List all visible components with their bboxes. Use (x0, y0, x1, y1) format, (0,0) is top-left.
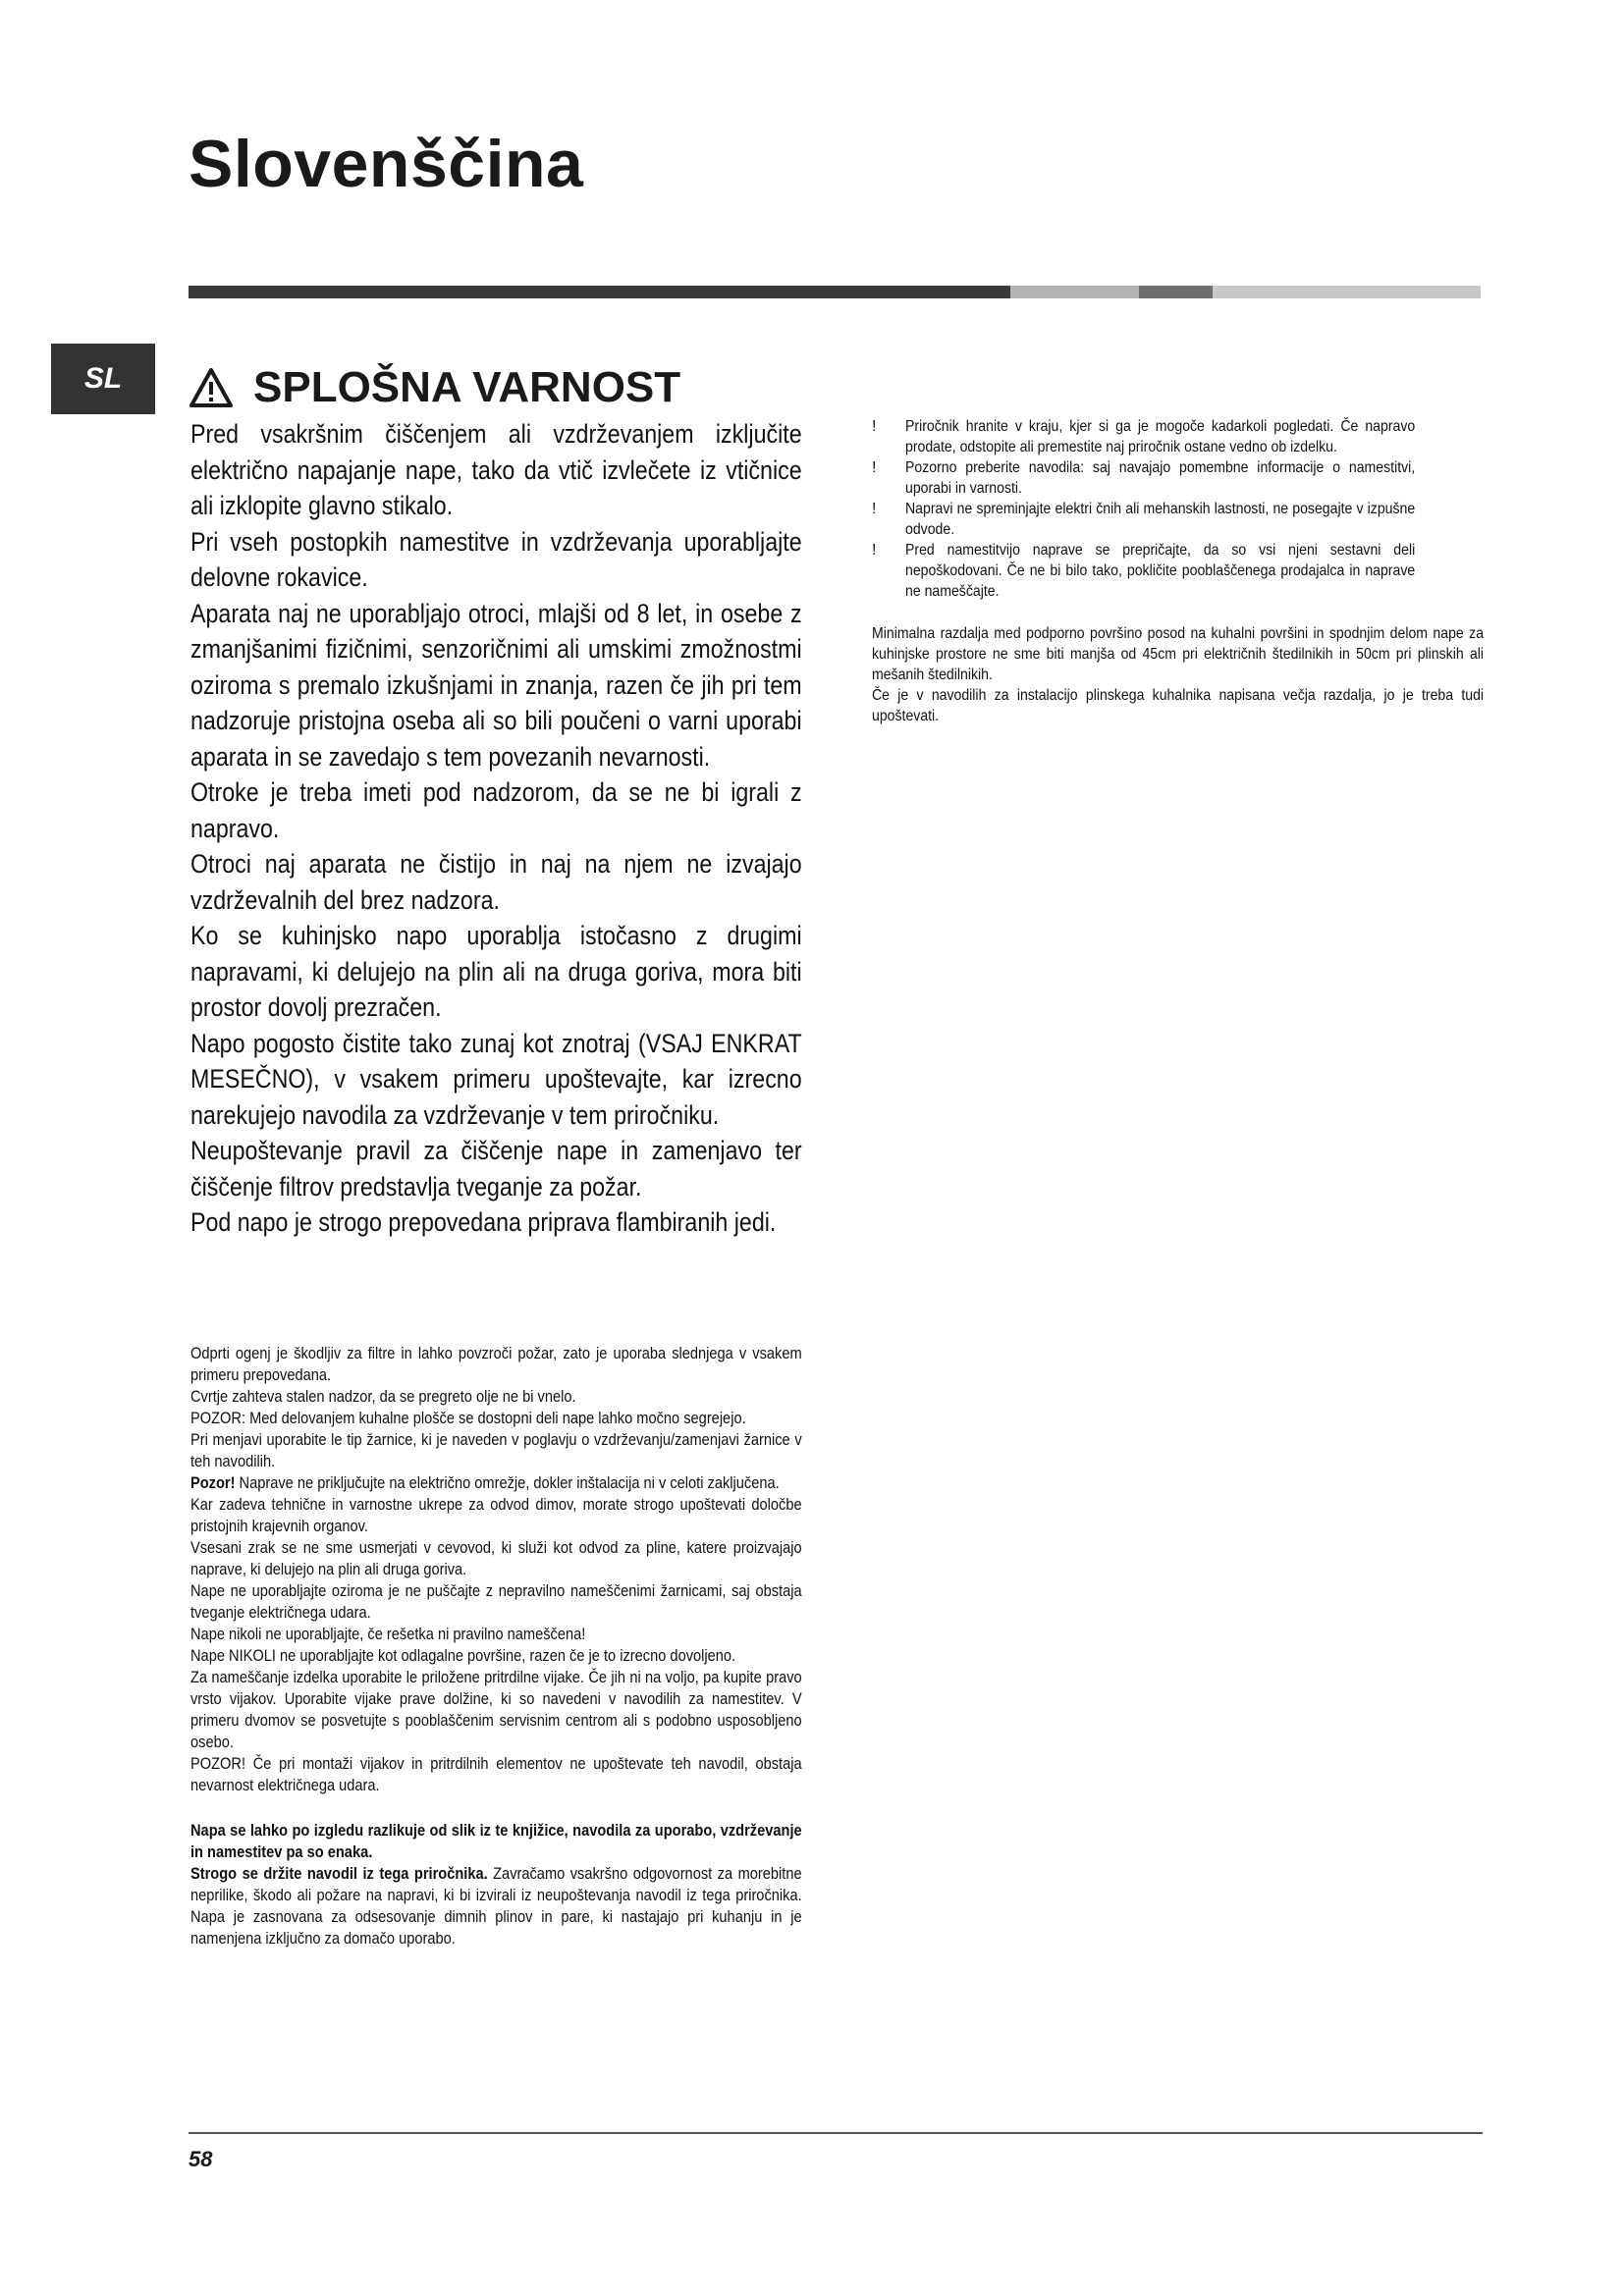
note-text: Priročnik hranite v kraju, kjer si ga je mogoče kadarkoli pogledati. Če napravo prodate, odstopite ali premestite naj priročnik ostane vedno ob izdelku. (905, 418, 1416, 455)
note-text: Pozorno preberite navodila: saj navajajo pomembne informacije o namestitvi, uporabi in varnosti. (905, 459, 1416, 497)
exclamation-icon: ! (872, 542, 877, 559)
detail-paragraph: Vsesani zrak se ne sme usmerjati v cevovod, ki služi kot odvod za pline, katere proizvajajo naprave, ki delujejo na plin ali druga goriva. (190, 1538, 802, 1578)
detail-paragraph-pozor (190, 1472, 802, 1494)
safety-main-text (190, 416, 801, 1241)
detail-paragraph: Nape ne uporabljajte oziroma je ne puščajte z nepravilno nameščenimi žarnicami, saj obstaja tveganje električnega udara. (190, 1581, 802, 1622)
strogo-label: Strogo se držite navodil iz tega priročnika. (190, 1864, 488, 1883)
safety-paragraph: Pod napo je strogo prepovedana priprava flambiranih jedi. (190, 1207, 777, 1237)
header-color-bar (189, 286, 1481, 298)
exclamation-icon: ! (872, 459, 877, 476)
detail-paragraph: Pri menjavi uporabite le tip žarnice, ki je naveden v poglavju o vzdrževanju/zamenjavi žarnice v teh navodilih. (190, 1430, 802, 1470)
language-badge: SL (51, 344, 155, 414)
safety-paragraph: Ko se kuhinjsko napo uporablja istočasno z drugimi napravami, ki delujejo na plin ali na druga goriva, mora biti prostor dovolj prezračen. (190, 921, 802, 1022)
bold-notice (190, 1820, 802, 1863)
note-bullet (872, 416, 1485, 457)
detail-paragraph: Za nameščanje izdelka uporabite le priložene pritrdilne vijake. Če jih ni na voljo, pa kupite pravo vrsto vijakov. Uporabite vijake prave dolžine, ki so navedeni v navodilih za namestitev. V primeru dvomov se posvetujte s pooblaščenim servisnim centrom ali s podobno usposobljeno osebo. (190, 1668, 802, 1751)
strogo-paragraph (190, 1863, 802, 1949)
footer-divider (189, 2132, 1483, 2134)
exclamation-icon: ! (872, 501, 877, 517)
section-heading-text: SPLOŠNA VARNOST (253, 363, 681, 411)
right-column (872, 416, 1485, 726)
safety-paragraph: Neupoštevanje pravil za čiščenje nape in zamenjavo ter čiščenje filtrov predstavlja tveganje za požar. (190, 1136, 802, 1201)
detail-paragraph: POZOR! Če pri montaži vijakov in pritrdilnih elementov ne upoštevate teh navodil, obstaja nevarnost električnega udara. (190, 1754, 802, 1794)
page-title: Slovenščina (189, 127, 584, 201)
safety-paragraph: Otroke je treba imeti pod nadzorom, da se ne bi igrali z napravo. (190, 777, 802, 843)
detail-paragraph: Kar zadeva tehnične in varnostne ukrepe za odvod dimov, morate strogo upoštevati določbe pristojnih krajevnih organov. (190, 1495, 802, 1535)
pozor-text: Naprave ne priključujte na električno omrežje, dokler inštalacija ni v celoti zaključena. (235, 1473, 780, 1492)
strogo-text: Zavračamo vsakršno odgovornost za morebitne neprilike, škodo ali požare na napravi, ki bi izvirali iz neupoštevanja navodil iz tega priročnika. Napa je zasnovana za odsesovanje dimnih plinov in pare, ki nastajajo pri kuhanju in je namenjena izključno za domačo uporabo. (190, 1864, 802, 1948)
safety-paragraph: Otroci naj aparata ne čistijo in naj na njem ne izvajajo vzdrževalnih del brez nadzora. (190, 849, 802, 915)
safety-paragraph: Pri vseh postopkih namestitve in vzdrževanja uporabljajte delovne rokavice. (190, 526, 802, 592)
distance-paragraph: Če je v navodilih za instalacijo plinskega kuhalnika napisana večja razdalja, jo je treba tudi upoštevati. (872, 687, 1485, 724)
header-bar-segment (189, 286, 1010, 298)
warning-triangle-icon (189, 367, 234, 408)
note-text: Napravi ne spreminjajte elektri čnih ali mehanskih lastnosti, ne posegajte v izpušne odvode. (905, 501, 1416, 538)
detail-paragraph: Odprti ogenj je škodljiv za filtre in lahko povzroči požar, zato je uporaba slednjega v vsakem primeru prepovedana. (190, 1344, 802, 1384)
distance-notes (872, 623, 1485, 726)
safety-detail-text (190, 1343, 801, 1949)
header-bar-segment (1139, 286, 1213, 298)
safety-paragraph: Aparata naj ne uporabljajo otroci, mlajši od 8 let, in osebe z zmanjšanimi fizičnimi, senzoričnimi ali umskimi zmožnostmi oziroma s premalo izkušnjami in znanja, razen če jih pri tem nadzoruje pristojna oseba ali so bili poučeni o varni uporabi aparata in se zavedajo s tem povezanih nevarnosti. (190, 598, 802, 772)
exclamation-icon: ! (872, 418, 877, 435)
page-number: 58 (189, 2147, 213, 2171)
safety-paragraph: Pred vsakršnim čiščenjem ali vzdrževanjem izključite električno napajanje nape, tako da vtič izvlečete iz vtičnice ali izklopite glavno stikalo. (190, 419, 802, 520)
detail-paragraph: Nape NIKOLI ne uporabljajte kot odlagalne površine, razen če je to izrecno dovoljeno. (190, 1646, 736, 1665)
pozor-label: Pozor! (190, 1473, 236, 1492)
note-bullet (872, 457, 1485, 499)
note-bullet (872, 499, 1485, 540)
safety-paragraph: Napo pogosto čistite tako zunaj kot znotraj (VSAJ ENKRAT MESEČNO), v vsakem primeru upoštevajte, kar izrecno narekujejo navodila za vzdrževanje v tem priročniku. (190, 1028, 802, 1130)
detail-paragraph: Cvrtje zahteva stalen nadzor, da se pregreto olje ne bi vnelo. (190, 1387, 576, 1406)
header-bar-segment (1010, 286, 1139, 298)
distance-paragraph: Minimalna razdalja med podporno površino posod na kuhalni površini in spodnjim delom nape za kuhinjske prostore ne sme biti manjša od 45cm pri električnih štedilnikih in 50cm pri plinskih ali mešanih štedilnikih. (872, 625, 1485, 683)
detail-paragraph: Nape nikoli ne uporabljajte, če rešetka ni pravilno nameščena! (190, 1625, 586, 1643)
note-bullet (872, 540, 1485, 602)
section-heading (189, 363, 680, 412)
note-text: Pred namestitvijo naprave se prepričajte, da so vsi njeni sestavni deli nepoškodovani. Če ne bi bilo tako, pokličite pooblaščenega prodajalca in naprave ne nameščajte. (905, 542, 1416, 600)
bold-notice-text: Napa se lahko po izgledu razlikuje od slik iz te knjižice, navodila za uporabo, vzdrževanje in namestitev pa so enaka. (190, 1821, 802, 1861)
detail-paragraph: POZOR: Med delovanjem kuhalne plošče se dostopni deli nape lahko močno segrejejo. (190, 1409, 746, 1427)
header-bar-segment (1213, 286, 1481, 298)
